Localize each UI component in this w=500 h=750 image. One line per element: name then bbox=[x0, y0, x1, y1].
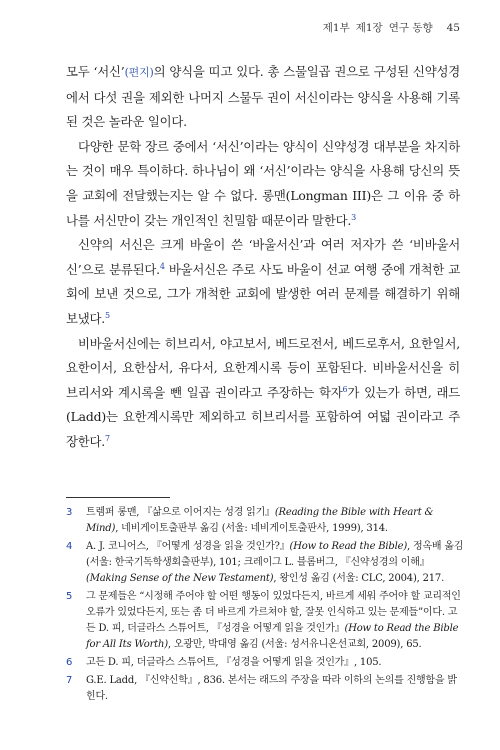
header-section: 연구 동향 bbox=[388, 22, 433, 34]
footnote-ref[interactable]: 5 bbox=[105, 310, 110, 320]
footnote-ref[interactable]: 6 bbox=[342, 384, 348, 394]
italic-title: (Reading the Bible with Heart & Mind) bbox=[86, 507, 434, 534]
footnote-number: 6 bbox=[66, 657, 73, 668]
paragraph bbox=[66, 233, 460, 331]
header-chapter: 제1장 bbox=[355, 22, 383, 34]
italic-title: (How to Read the Bible) bbox=[289, 541, 408, 552]
text-segment: 신약의 서신은 크게 바울이 쓴 ‘바울서신’과 여러 저자가 쓴 ‘비바울서신’으로 분류된다. bbox=[66, 237, 460, 277]
footnote-text bbox=[86, 539, 466, 587]
footnote-text bbox=[86, 589, 466, 653]
text-segment: 비바울서신에는 히브리서, 야고보서, 베드로전서, 베드로후서, 요한일서, 요한이서, 요한삼서, 유다서, 요한계시록 등이 포함된다. 비바울서신을 히브리서와 계시록을 뺀 일곱 권이라고 주장하는 학자 bbox=[66, 335, 460, 400]
text-segment: A. J. 코니어스, 『어떻게 성경을 읽을 것인가?』 bbox=[86, 541, 290, 552]
text-segment: 다양한 문학 장르 중에서 ‘서신’이라는 양식이 신약성경 대부분을 차지하는 것이 매우 특이하다. 하나님이 왜 ‘서신’이라는 양식을 사용해 당신의 뜻을 교회에 전달했는지는 알 수 없다. 롱맨(Longman III)은 그 이유 중 하나를 서신만이 갖는 개인적인 친밀함 때문이라 말한다. bbox=[66, 138, 460, 228]
text-segment: 바울서신은 주로 사도 바울이 선교 여행 중에 개척한 교회에 보낸 것으로, 그가 개척한 교회에 발생한 여러 문제를 해결하기 위해 보냈다. bbox=[66, 261, 460, 326]
footnote-number: 7 bbox=[66, 675, 73, 686]
footnote-number: 3 bbox=[66, 507, 73, 518]
footnote bbox=[66, 589, 466, 653]
footnote-number: 5 bbox=[66, 591, 73, 602]
text-segment: 트렘퍼 롱맨, 『삶으로 이어지는 성경 읽기』 bbox=[86, 507, 275, 518]
text-segment: 가 있는가 하면, 래드(Ladd)는 요한계시록만 제외하고 히브리서를 포함하여 여덟 권이라고 주장한다. bbox=[66, 384, 460, 449]
paragraph bbox=[66, 60, 460, 135]
text-segment: , 정옥배 옮김 (서울: 한국기독학생회출판부), 101; 크레이그 L. 블롬버그, 『신약성경의 이해』 bbox=[86, 541, 464, 568]
footnote-divider bbox=[66, 497, 170, 498]
footnote-text bbox=[86, 673, 466, 705]
body-text bbox=[66, 60, 460, 455]
text-segment: , 오광만, 박대영 옮김 (서울: 성서유니온선교회, 2009), 65. bbox=[167, 639, 422, 650]
italic-title: (How to Read the Bible for All Its Worth) bbox=[86, 623, 459, 650]
footnote bbox=[66, 505, 466, 537]
running-header bbox=[323, 20, 460, 35]
text-segment: 그 문제들은 “시정해 주어야 할 어떤 행동이 있었다든지, 바르게 세워 주어야 할 교리적인 오류가 있었다든지, 또는 좀 더 바르게 가르쳐야 할, 잘못 인식하고 있는 문제들”이다. 고든 D. 피, 더글라스 스튜어트, 『성경을 어떻게 읽을 것인가』 bbox=[86, 591, 461, 634]
paragraph bbox=[66, 332, 460, 455]
gloss: (편지) bbox=[124, 66, 154, 79]
footnote bbox=[66, 673, 466, 705]
footnote-text bbox=[86, 505, 466, 537]
footnote-ref[interactable]: 3 bbox=[351, 212, 356, 222]
text-segment: 고든 D. 피, 더글라스 스튜어트, 『성경을 어떻게 읽을 것인가』, 105. bbox=[86, 657, 382, 668]
footnote-ref[interactable]: 7 bbox=[105, 433, 110, 443]
paragraph bbox=[66, 135, 460, 233]
footnote-number: 4 bbox=[66, 541, 73, 552]
page-number: 45 bbox=[446, 22, 460, 34]
text-segment: 의 양식을 띠고 있다. 총 스물일곱 권으로 구성된 신약성경에서 다섯 권을 제외한 나머지 스물두 권이 서신이라는 양식을 사용해 기록된 것은 놀라운 일이다. bbox=[66, 64, 461, 130]
footnote bbox=[66, 539, 466, 587]
text-segment: , 네비게이토출판부 옮김 (서울: 네비게이토출판사, 1999), 314. bbox=[115, 523, 388, 534]
header-part: 제1부 bbox=[322, 22, 350, 34]
text-segment: 모두 ‘서신’ bbox=[66, 64, 125, 79]
text-segment: G.E. Ladd, 『신약신학』, 836. 본서는 래드의 주장을 따라 이하의 논의를 진행함을 밝힌다. bbox=[86, 675, 457, 702]
footnote-ref[interactable]: 4 bbox=[159, 261, 165, 271]
italic-title: (Making Sense of the New Testament) bbox=[86, 573, 274, 584]
footnote-text bbox=[86, 655, 466, 671]
footnotes bbox=[66, 505, 466, 707]
footnote bbox=[66, 655, 466, 671]
text-segment: , 왕인성 옮김 (서울: CLC, 2004), 217. bbox=[273, 573, 445, 584]
